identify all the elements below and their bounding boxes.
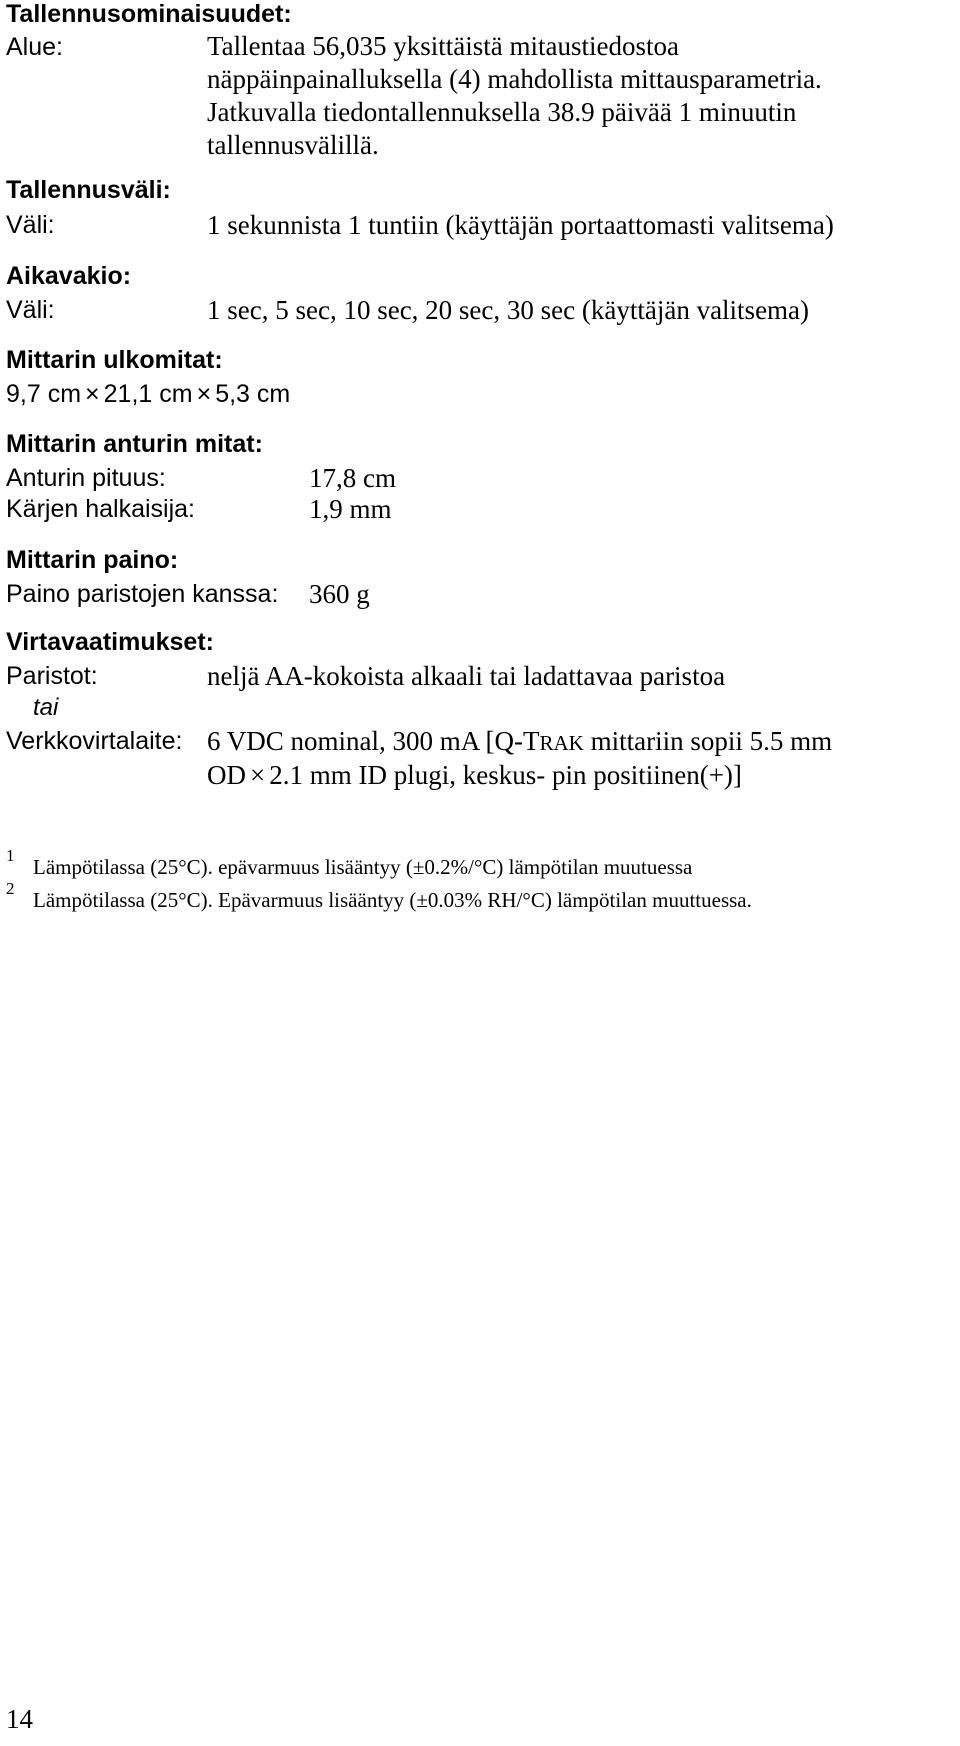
- outer-dim-height: 5,3 cm: [215, 380, 291, 408]
- adapter-line-1-a: 6 VDC nominal, 300 mA [Q-T: [207, 726, 540, 756]
- interval-value: 1 sekunnista 1 tuntiin (käyttäjän portaattomasti valitsema): [207, 210, 834, 240]
- power-heading: Virtavaatimukset:: [6, 628, 214, 656]
- outer-dims-row: [6, 380, 290, 409]
- time-constant-heading: Aikavakio:: [6, 262, 132, 290]
- probe-tip-value: 1,9 mm: [309, 494, 392, 524]
- times-sign: ×: [196, 380, 212, 408]
- interval-label: Väli:: [6, 211, 55, 239]
- recording-line-4: tallennusvälillä.: [207, 130, 379, 160]
- probe-length-label: Anturin pituus:: [6, 464, 166, 492]
- outer-dim-length: 21,1 cm: [103, 380, 193, 408]
- weight-heading: Mittarin paino:: [6, 546, 179, 574]
- weight-value: 360 g: [309, 579, 370, 609]
- outer-dim-width: 9,7 cm: [6, 380, 82, 408]
- adapter-line-1: [207, 726, 832, 757]
- footnote-2-text: Lämpötilassa (25°C). Epävarmuus lisääntyy (±0.03% RH/°C) lämpötilan muuttuessa.: [33, 888, 752, 912]
- probe-dims-heading: Mittarin anturin mitat:: [6, 430, 263, 458]
- recording-label: Alue:: [6, 33, 63, 61]
- page-number: 14: [6, 1704, 33, 1734]
- outer-dims-heading: Mittarin ulkomitat:: [6, 346, 223, 374]
- or-separator: tai: [33, 694, 59, 721]
- recording-line-3: Jatkuvalla tiedontallennuksella 38.9 päivää 1 minuutin: [207, 97, 797, 127]
- time-constant-label: Väli:: [6, 296, 55, 324]
- recording-line-2: näppäinpainalluksella (4) mahdollista mittausparametria.: [207, 64, 822, 94]
- adapter-line-2-a: OD: [207, 760, 246, 790]
- batteries-label: Paristot:: [6, 662, 98, 690]
- probe-tip-label: Kärjen halkaisija:: [6, 495, 195, 523]
- probe-length-value: 17,8 cm: [309, 463, 396, 493]
- adapter-brand-smallcaps: RAK: [539, 731, 584, 755]
- footnote-1-text: Lämpötilassa (25°C). epävarmuus lisääntyy (±0.2%/°C) lämpötilan muutuessa: [33, 855, 693, 879]
- adapter-label: Verkkovirtalaite:: [6, 727, 183, 755]
- adapter-line-1-b: mittariin sopii 5.5 mm: [583, 726, 833, 756]
- recording-line-1: Tallentaa 56,035 yksittäistä mitaustiedostoa: [207, 31, 680, 61]
- adapter-line-2-b: 2.1 mm ID plugi, keskus- pin positiinen(+)]: [269, 760, 742, 790]
- interval-heading: Tallennusväli:: [6, 176, 171, 204]
- times-sign: ×: [85, 380, 100, 408]
- adapter-line-2: [207, 760, 742, 791]
- batteries-value: neljä AA-kokoista alkaali tai ladattavaa paristoa: [207, 661, 726, 691]
- footnote-2-number: 2: [6, 879, 15, 898]
- time-constant-value: 1 sec, 5 sec, 10 sec, 20 sec, 30 sec (käyttäjän valitsema): [207, 295, 810, 325]
- weight-label: Paino paristojen kanssa:: [6, 580, 279, 608]
- times-sign: ×: [250, 760, 266, 790]
- recording-heading: Tallennusominaisuudet:: [6, 0, 292, 28]
- footnote-1-number: 1: [6, 846, 15, 865]
